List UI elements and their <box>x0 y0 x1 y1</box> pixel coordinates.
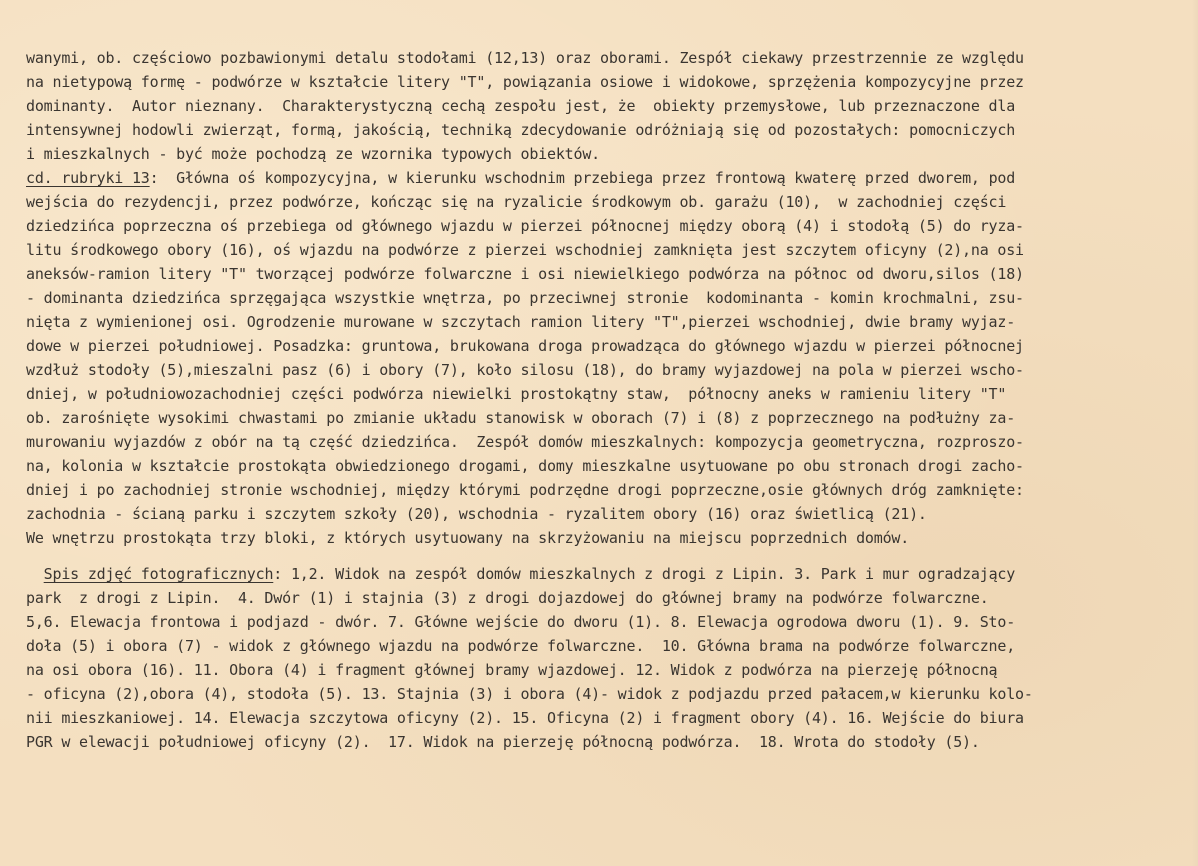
text-line: dowe w pierzei południowej. Posadzka: gruntowa, brukowana droga prowadząca do głównego wjazdu w pierzei północnej <box>26 337 1024 355</box>
section-label: Spis zdjęć fotograficznych <box>43 565 274 583</box>
text-line: - dominanta dziedzińca sprzęgająca wszystkie wnętrza, po przeciwnej stronie kodominanta - komin krochmalni, zsu- <box>26 289 1024 307</box>
text-line: aneksów-ramion litery "T" tworzącej podwórze folwarczne i osi niewielkiego podwórza na północ od dworu,silos (18) <box>26 265 1024 283</box>
text-line: murowaniu wyjazdów z obór na tą część dziedzińca. Zespół domów mieszkalnych: kompozycja geometryczna, rozproszo- <box>26 433 1024 451</box>
text-line: dominanty. Autor nieznany. Charakterystyczną cechą zespołu jest, że obiekty przemysłowe, lub przeznaczone dla <box>26 97 1016 115</box>
text-line: - oficyna (2),obora (4), stodoła (5). 13. Stajnia (3) i obora (4)- widok z podjazdu przed pałacem,w kierunku kolo- <box>26 685 1033 703</box>
text-line: nii mieszkaniowej. 14. Elewacja szczytowa oficyny (2). 15. Oficyna (2) i fragment obory (4). 16. Wejście do biura <box>26 709 1024 727</box>
text-line: nięta z wymienionej osi. Ogrodzenie murowane w szczytach ramion litery "T",pierzei wschodniej, dwie bramy wyjaz- <box>26 313 1016 331</box>
text-line-rest: : 1,2. Widok na zespół domów mieszkalnych z drogi z Lipin. 3. Park i mur ogradzający <box>273 565 1016 583</box>
text-line: na, kolonia w kształcie prostokąta obwiedzionego drogami, domy mieszkalne usytuowane po obu stronach drogi zacho- <box>26 457 1024 475</box>
text-line: na nietypową formę - podwórze w kształcie litery "T", powiązania osiowe i widokowe, sprzężenia kompozycyjne przez <box>26 73 1024 91</box>
text-line: i mieszkalnych - być może pochodzą ze wzornika typowych obiektów. <box>26 145 600 163</box>
paper-edge <box>1192 0 1198 866</box>
text-line-rest: : Główna oś kompozycyjna, w kierunku wschodnim przebiega przez frontową kwaterę przed dworem, pod <box>149 169 1016 187</box>
text-line: intensywnej hodowli zwierząt, formą, jakością, techniką zdecydowanie odróżniają się od pozostałych: pomocniczych <box>26 121 1016 139</box>
text-line: dniej, w południowozachodniej części podwórza niewielki prostokątny staw, północny aneks w ramieniu litery "T" <box>26 385 1007 403</box>
text-line <box>26 166 1186 190</box>
text-line: wzdłuż stodoły (5),mieszalni pasz (6) i obory (7), koło silosu (18), do bramy wyjazdowej na pola w pierzei wscho- <box>26 361 1024 379</box>
text-line: na osi obora (16). 11. Obora (4) i fragment głównej bramy wjazdowej. 12. Widok z podwórza na pierzeję północną <box>26 661 998 679</box>
text-line: wanymi, ob. częściowo pozbawionymi detalu stodołami (12,13) oraz oborami. Zespół ciekawy przestrzennie ze względu <box>26 49 1024 67</box>
text-line <box>26 562 1186 586</box>
text-line: doła (5) i obora (7) - widok z głównego wjazdu na podwórze folwarczne. 10. Główna brama na podwórze folwarczne, <box>26 637 1016 655</box>
text-line: zachodnia - ścianą parku i szczytem szkoły (20), wschodnia - ryzalitem obory (16) oraz świetlicą (21). <box>26 505 927 523</box>
paragraph-gap <box>26 550 1186 562</box>
text-line: PGR w elewacji południowej oficyny (2). 17. Widok na pierzeję północną podwórza. 18. Wrota do stodoły (5). <box>26 733 980 751</box>
text-line: litu środkowego obory (16), oś wjazdu na podwórze z pierzei wschodniej zamknięta jest szczytem oficyny (2),na osi <box>26 241 1024 259</box>
text-line: dziedzińca poprzeczna oś przebiega od głównego wjazdu w pierzei północnej między oborą (4) i stodołą (5) do ryza- <box>26 217 1024 235</box>
text-line: 5,6. Elewacja frontowa i podjazd - dwór. 7. Główne wejście do dworu (1). 8. Elewacja ogrodowa dworu (1). 9. Sto- <box>26 613 1016 631</box>
document-body <box>26 46 1186 754</box>
text-line: park z drogi z Lipin. 4. Dwór (1) i stajnia (3) z drogi dojazdowej do głównej bramy na podwórze folwarczne. <box>26 589 989 607</box>
section-label: cd. rubryki 13 <box>26 169 150 187</box>
text-line: wejścia do rezydencji, przez podwórze, kończąc się na ryzalicie środkowym ob. garażu (10), w zachodniej części <box>26 193 1007 211</box>
indent <box>26 565 44 583</box>
text-line: We wnętrzu prostokąta trzy bloki, z których usytuowany na skrzyżowaniu na miejscu poprzednich domów. <box>26 529 910 547</box>
text-line: dniej i po zachodniej stronie wschodniej, między którymi podrzędne drogi poprzeczne,osie głównych dróg zamknięte: <box>26 481 1024 499</box>
text-line: ob. zarośnięte wysokimi chwastami po zmianie układu stanowisk w oborach (7) i (8) z poprzecznego na podłużny za- <box>26 409 1016 427</box>
